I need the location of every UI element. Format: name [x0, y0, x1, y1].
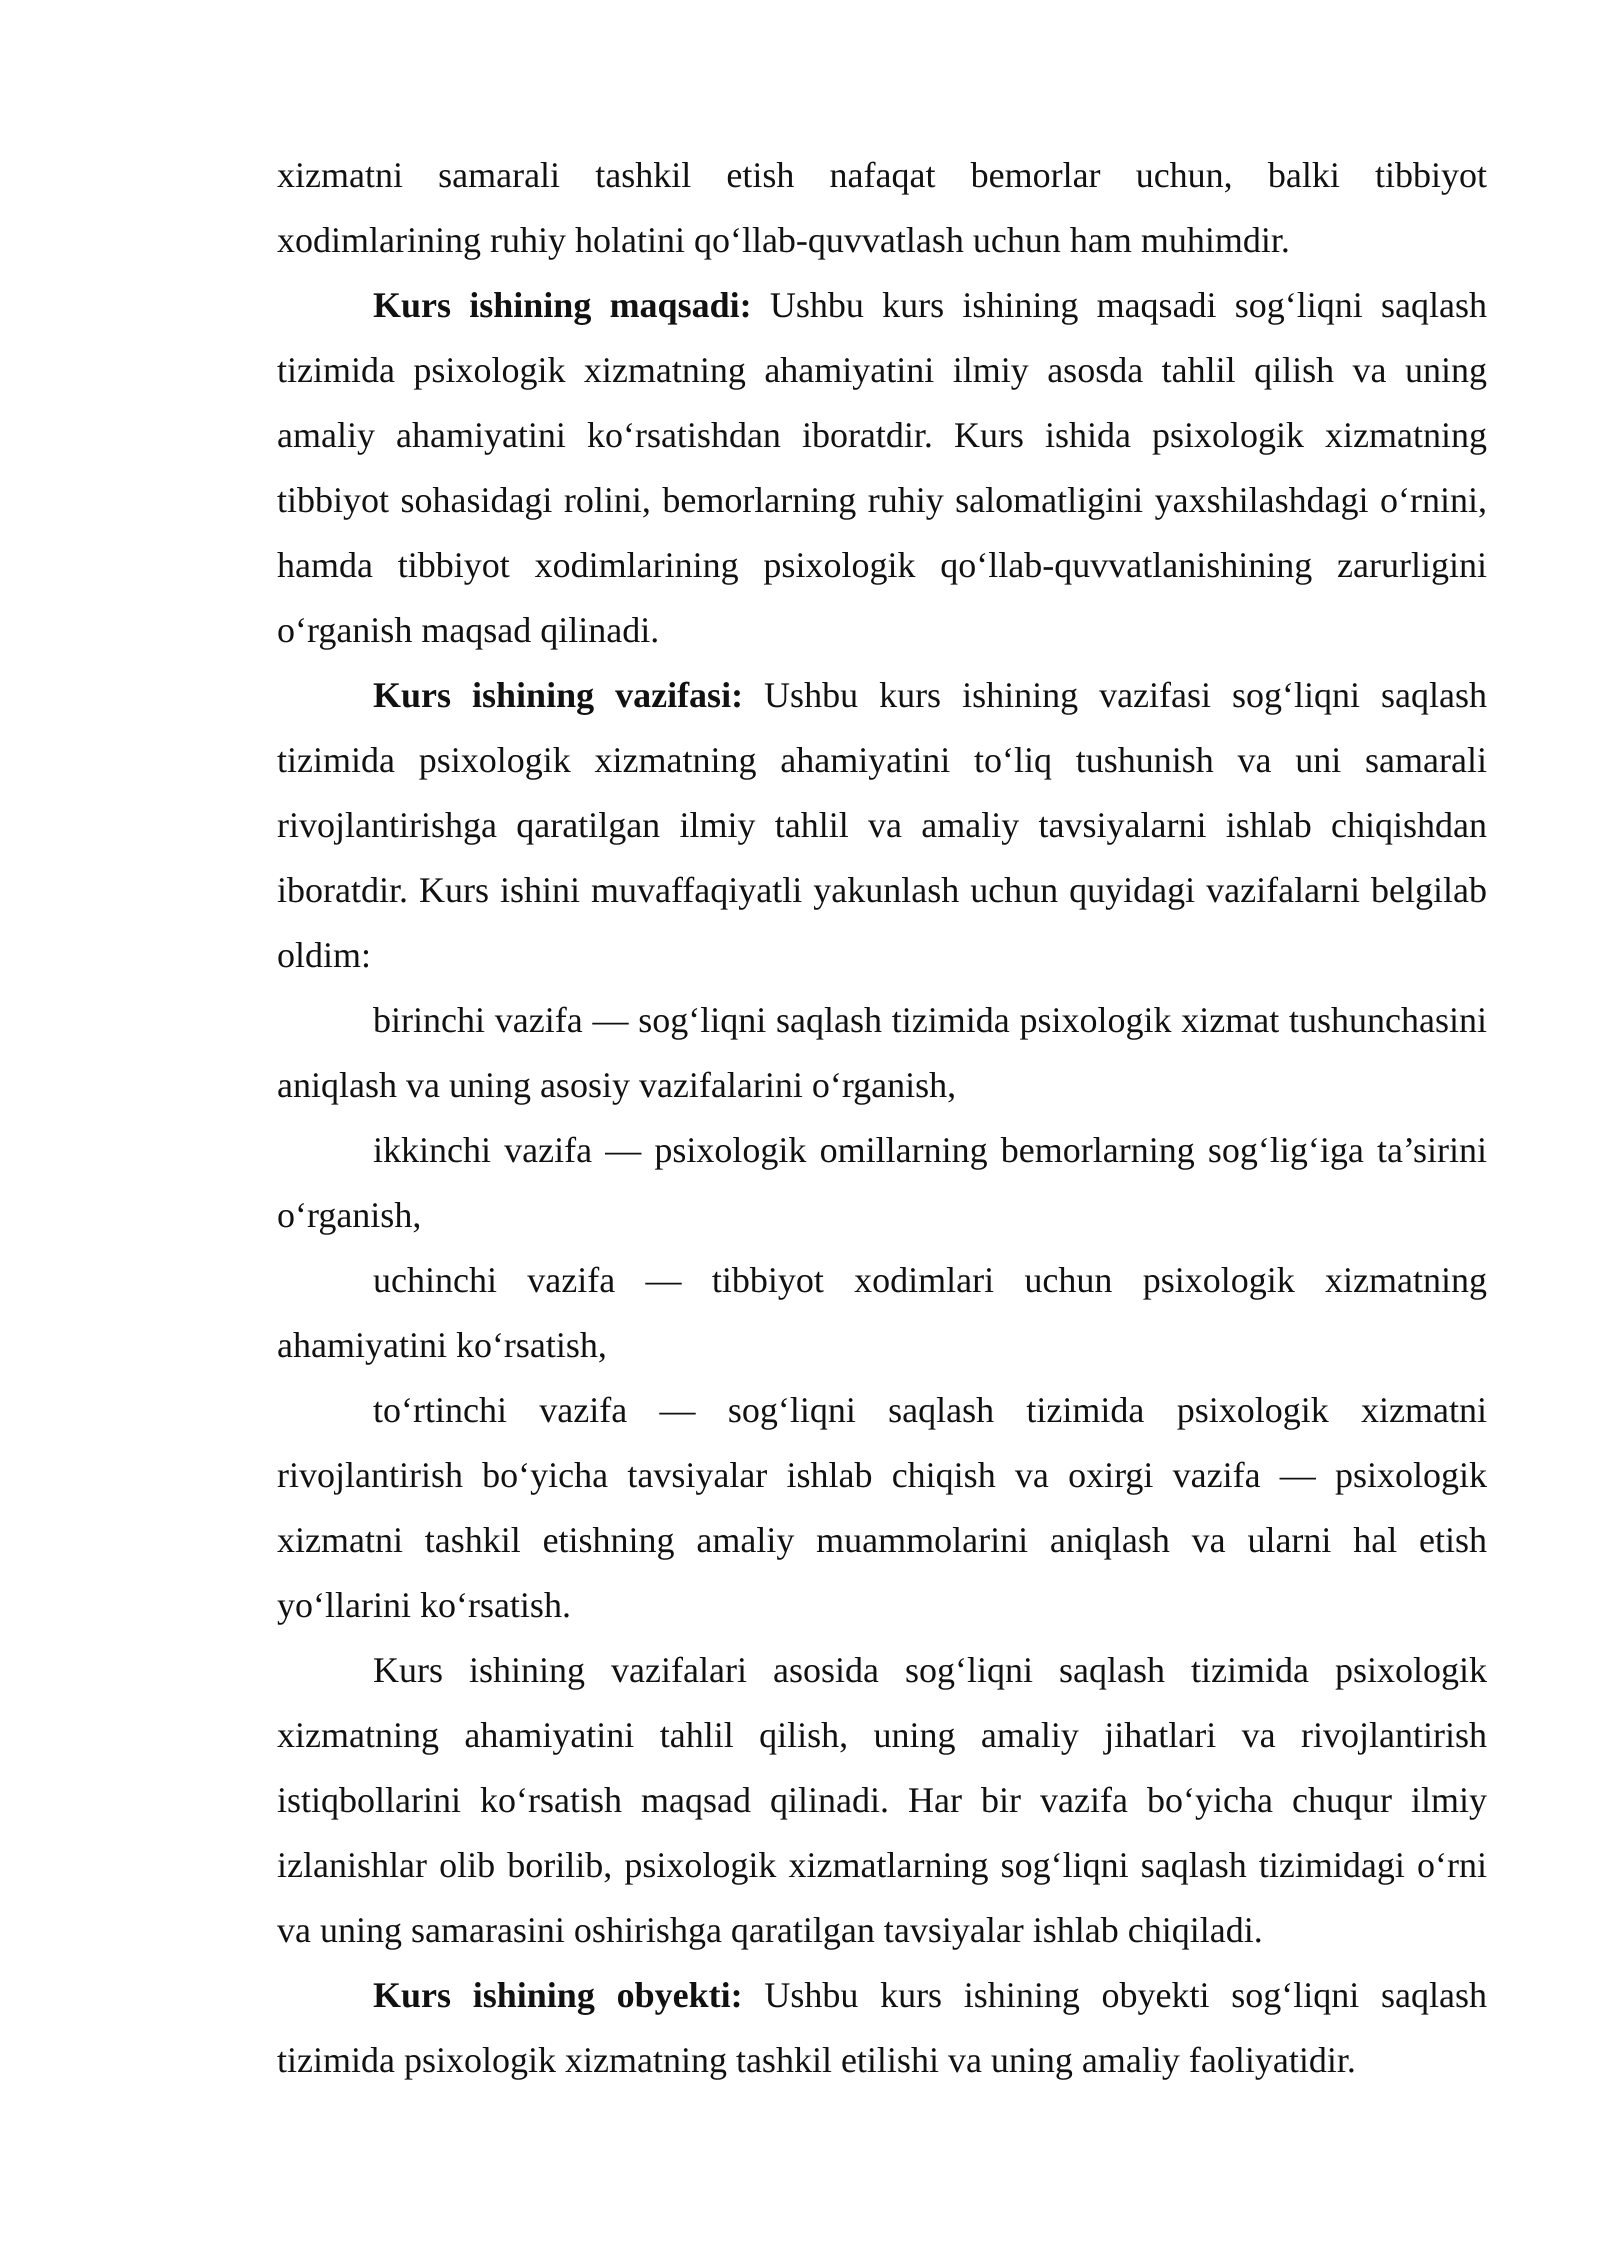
paragraph-text: Ushbu kurs ishining obyekti sog‘liqni saqlash tizimida psixologik xizmatning tashkil etilishi va uning amaliy faoliyatidir.	[277, 1975, 1487, 2080]
paragraph-continuation	[277, 143, 1487, 273]
paragraph-text: uchinchi vazifa — tibbiyot xodimlari uchun psixologik xizmatning ahamiyatini ko‘rsatish,	[277, 1260, 1487, 1365]
paragraph-tasks	[277, 663, 1487, 988]
task-item-second	[277, 1118, 1487, 1248]
task-item-fourth	[277, 1378, 1487, 1638]
task-item-first	[277, 988, 1487, 1118]
paragraph-text: Kurs ishining vazifalari asosida sog‘liqni saqlash tizimida psixologik xizmatning ahamiyatini tahlil qilish, uning amaliy jihatlari va rivojlantirish istiqbollarini ko‘rsatish maqsad qilinadi. Har bir vazifa bo‘yicha chuqur ilmiy izlanishlar olib borilib, psixologik xizmatlarning sog‘liqni saqlash tizimidagi o‘rni va uning samarasini oshirishga qaratilgan tavsiyalar ishlab chiqiladi.	[277, 1650, 1487, 1950]
paragraph-text: to‘rtinchi vazifa — sog‘liqni saqlash tizimida psixologik xizmatni rivojlantirish bo‘yicha tavsiyalar ishlab chiqish va oxirgi vazifa — psixologik xizmatni tashkil etishning amaliy muammolarini aniqlash va ularni hal etish yo‘llarini ko‘rsatish.	[277, 1390, 1487, 1625]
paragraph-summary	[277, 1638, 1487, 1963]
paragraph-goal	[277, 273, 1487, 663]
document-page	[277, 143, 1487, 2093]
tasks-heading: Kurs ishining vazifasi:	[373, 675, 744, 715]
paragraph-text: birinchi vazifa — sog‘liqni saqlash tizimida psixologik xizmat tushunchasini aniqlash va uning asosiy vazifalarini o‘rganish,	[277, 1000, 1487, 1105]
object-heading: Kurs ishining obyekti:	[373, 1975, 743, 2015]
paragraph-text: xizmatni samarali tashkil etish nafaqat bemorlar uchun, balki tibbiyot xodimlarining ruhiy holatini qo‘llab-quvvatlash uchun ham muhimdir.	[277, 155, 1487, 260]
paragraph-text: Ushbu kurs ishining maqsadi sog‘liqni saqlash tizimida psixologik xizmatning ahamiyatini ilmiy asosda tahlil qilish va uning amaliy ahamiyatini ko‘rsatishdan iboratdir. Kurs ishida psixologik xizmatning tibbiyot sohasidagi rolini, bemorlarning ruhiy salomatligini yaxshilashdagi o‘rnini, hamda tibbiyot xodimlarining psixologik qo‘llab-quvvatlanishining zarurligini o‘rganish maqsad qilinadi.	[277, 285, 1488, 650]
task-item-third	[277, 1248, 1487, 1378]
paragraph-text: Ushbu kurs ishining vazifasi sog‘liqni saqlash tizimida psixologik xizmatning ahamiyatini to‘liq tushunish va uni samarali rivojlantirishga qaratilgan ilmiy tahlil va amaliy tavsiyalarni ishlab chiqishdan iboratdir. Kurs ishini muvaffaqiyatli yakunlash uchun quyidagi vazifalarni belgilab oldim:	[277, 675, 1487, 975]
goal-heading: Kurs ishining maqsadi:	[373, 285, 752, 325]
paragraph-text: ikkinchi vazifa — psixologik omillarning bemorlarning sog‘lig‘iga ta’sirini o‘rganish,	[277, 1130, 1487, 1235]
paragraph-object	[277, 1963, 1487, 2093]
